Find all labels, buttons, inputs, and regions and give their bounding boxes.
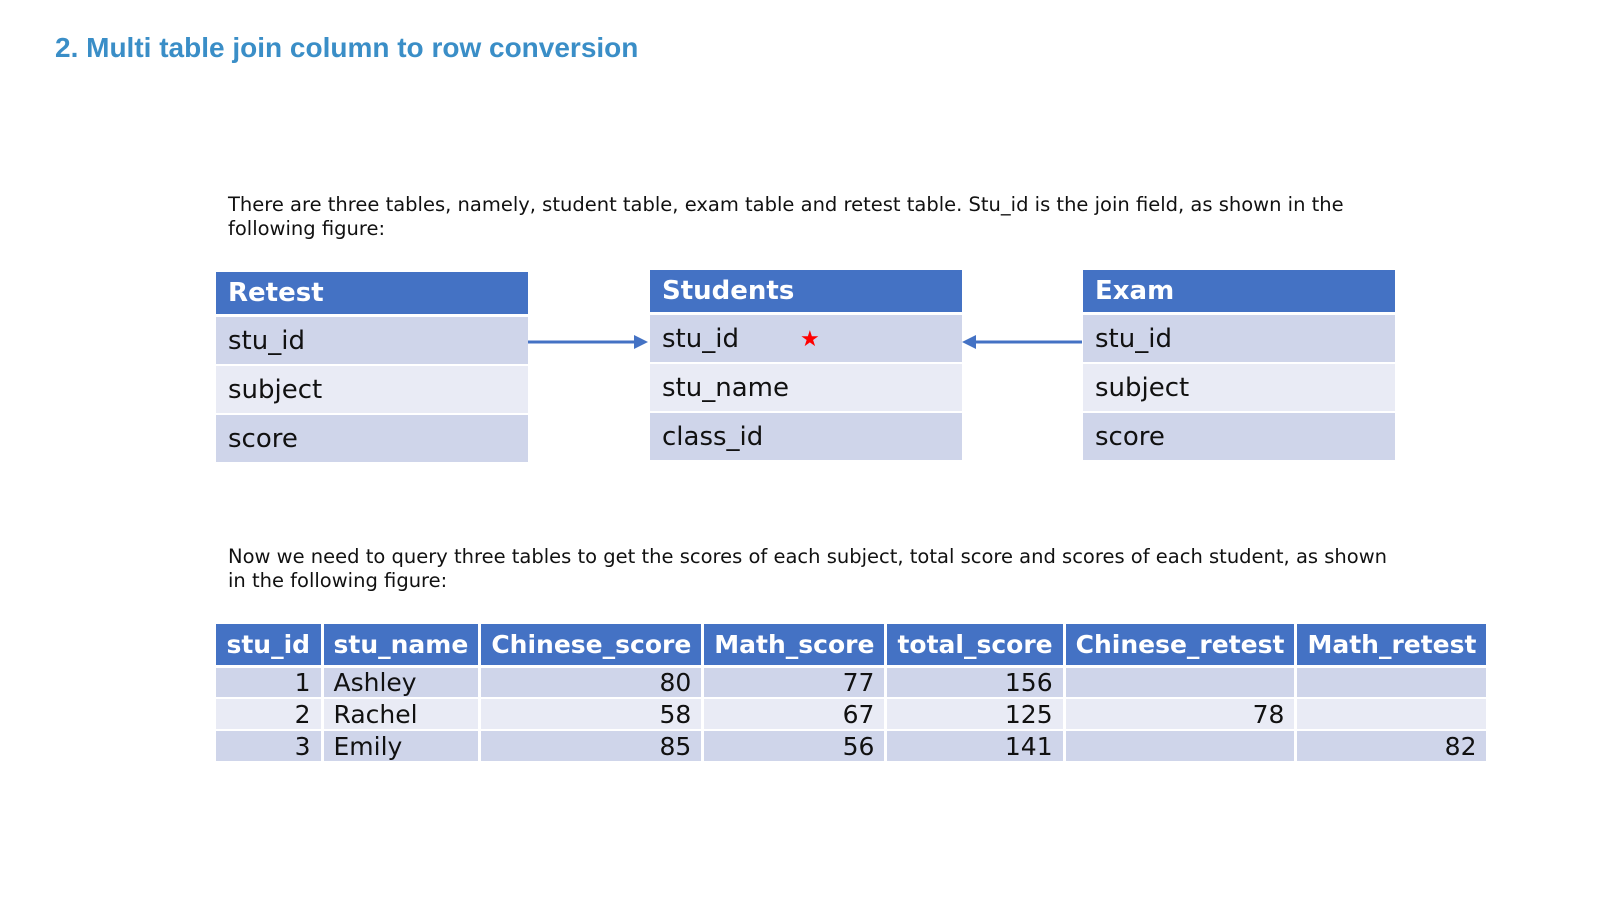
cell-stu-id: 2	[216, 698, 322, 730]
key-star-icon: ★	[800, 327, 820, 352]
col-header-math-score: Math_score	[703, 624, 886, 666]
students-field-stu-id: stu_id	[662, 323, 739, 354]
col-header-math-retest: Math_retest	[1296, 624, 1488, 666]
students-field-class-id: class_id	[650, 413, 962, 462]
table-row	[216, 698, 1488, 730]
result-header-row	[216, 624, 1488, 666]
arrow-retest-to-students	[528, 335, 648, 349]
cell-math-retest	[1296, 698, 1488, 730]
retest-table-title: Retest	[216, 272, 528, 317]
exam-field-subject: subject	[1083, 364, 1395, 413]
page-heading: 2. Multi table join column to row conversion	[55, 32, 639, 63]
cell-chinese-score: 58	[480, 698, 703, 730]
students-table-title: Students	[650, 270, 962, 315]
cell-total-score: 156	[886, 666, 1064, 698]
cell-stu-name: Ashley	[322, 666, 480, 698]
col-header-total-score: total_score	[886, 624, 1064, 666]
cell-total-score: 141	[886, 730, 1064, 762]
exam-table-title: Exam	[1083, 270, 1395, 315]
cell-math-retest	[1296, 666, 1488, 698]
retest-field-score: score	[216, 415, 528, 464]
cell-chinese-retest: 78	[1064, 698, 1296, 730]
table-row	[216, 666, 1488, 698]
col-header-stu-name: stu_name	[322, 624, 480, 666]
retest-table	[216, 272, 528, 464]
cell-stu-name: Rachel	[322, 698, 480, 730]
retest-field-subject: subject	[216, 366, 528, 415]
col-header-chinese-score: Chinese_score	[480, 624, 703, 666]
cell-chinese-retest	[1064, 666, 1296, 698]
result-table	[216, 624, 1489, 763]
cell-math-score: 56	[703, 730, 886, 762]
arrow-exam-to-students	[962, 335, 1082, 349]
students-field-stu-id-row	[650, 315, 962, 364]
cell-stu-id: 3	[216, 730, 322, 762]
cell-math-score: 77	[703, 666, 886, 698]
students-field-stu-name: stu_name	[650, 364, 962, 413]
cell-chinese-score: 85	[480, 730, 703, 762]
cell-math-retest: 82	[1296, 730, 1488, 762]
exam-field-stu-id: stu_id	[1083, 315, 1395, 364]
cell-stu-name: Emily	[322, 730, 480, 762]
cell-math-score: 67	[703, 698, 886, 730]
retest-field-stu-id: stu_id	[216, 317, 528, 366]
exam-field-score: score	[1083, 413, 1395, 462]
table-row	[216, 730, 1488, 762]
intro-paragraph: There are three tables, namely, student table, exam table and retest table. Stu_id is the join field, as shown in the following figure:	[228, 193, 1344, 240]
cell-chinese-score: 80	[480, 666, 703, 698]
cell-chinese-retest	[1064, 730, 1296, 762]
col-header-stu-id: stu_id	[216, 624, 322, 666]
cell-stu-id: 1	[216, 666, 322, 698]
students-table	[650, 270, 962, 462]
col-header-chinese-retest: Chinese_retest	[1064, 624, 1296, 666]
query-paragraph: Now we need to query three tables to get the scores of each subject, total score and scores of each student, as shown in the following figure:	[228, 545, 1388, 592]
cell-total-score: 125	[886, 698, 1064, 730]
exam-table	[1083, 270, 1395, 462]
